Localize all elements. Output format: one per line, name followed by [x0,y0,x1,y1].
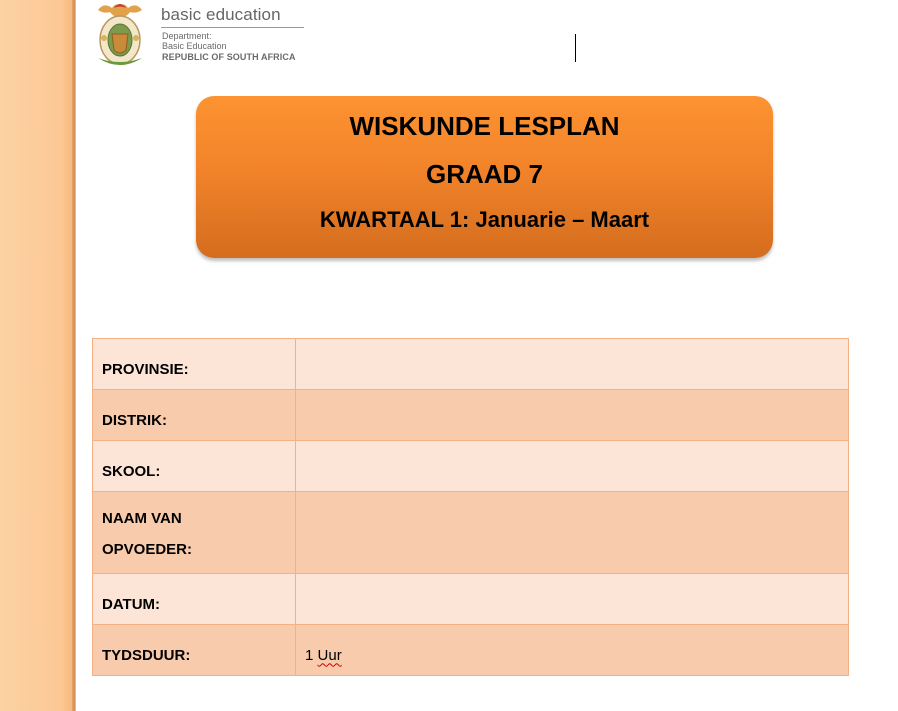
page-side-band [0,0,72,711]
teacher-name-label [93,492,296,574]
coat-of-arms-icon [90,0,150,70]
country-name: REPUBLIC OF SOUTH AFRICA [162,52,296,62]
table-row [93,390,849,441]
text-cursor [575,34,576,62]
title-box[interactable] [196,96,773,258]
school-field[interactable] [296,441,849,492]
table-row [93,492,849,574]
duration-label: TYDSDUUR: [93,625,296,676]
date-label: DATUM: [93,574,296,625]
school-label: SKOOL: [93,441,296,492]
grade-title: GRAAD 7 [425,159,543,189]
logo-divider [161,27,304,28]
department-name: basic education [161,5,281,24]
province-label: PROVINSIE: [93,339,296,390]
info-table [92,338,849,676]
teacher-label-line2: OPVOEDER: [102,540,193,558]
district-field[interactable] [296,390,849,441]
province-field[interactable] [296,339,849,390]
duration-unit: Uur [317,646,342,664]
teacher-label-line1: NAAM VAN [102,509,182,527]
table-row [93,441,849,492]
duration-field[interactable] [296,625,849,676]
district-label: DISTRIK: [93,390,296,441]
table-row [93,625,849,676]
term-title: KWARTAAL 1: Januarie – Maart [319,207,650,232]
date-field[interactable] [296,574,849,625]
duration-number: 1 [305,646,314,664]
table-row [93,574,849,625]
document-title: WISKUNDE LESPLAN [349,111,620,141]
department-logo [90,0,330,70]
table-row [93,339,849,390]
teacher-name-field[interactable] [296,492,849,574]
department-subname: Basic Education [162,41,227,51]
department-label: Department: [162,31,212,41]
